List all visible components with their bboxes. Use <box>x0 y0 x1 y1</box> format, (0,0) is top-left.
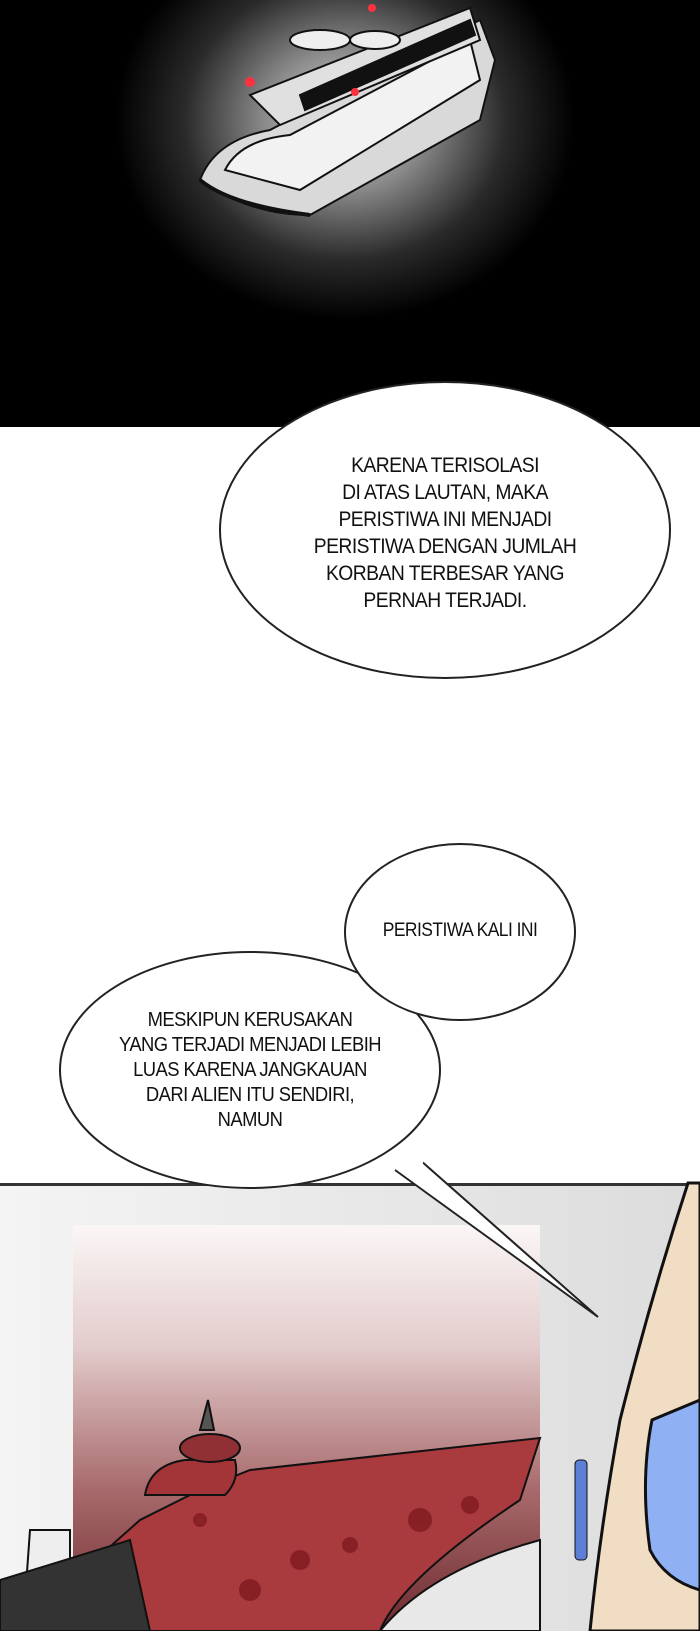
text-line: DI ATAS LAUTAN, MAKA <box>342 481 548 504</box>
text-line: YANG TERJADI MENJADI LEBIH <box>118 1034 382 1056</box>
speech-text-3 <box>57 1008 443 1133</box>
text-line: LUAS KARENA JANGKAUAN <box>133 1059 367 1081</box>
text-line: PERISTIWA KALI INI <box>382 920 538 941</box>
text-line: PERNAH TERJADI. <box>363 589 527 612</box>
text-line: MESKIPUN KERUSAKAN <box>147 1009 353 1031</box>
text-line: KORBAN TERBESAR YANG <box>325 562 565 585</box>
speech-bubble-tail <box>395 1160 598 1317</box>
text-line: DARI ALIEN ITU SENDIRI, <box>145 1084 355 1106</box>
text-line: NAMUN <box>217 1109 283 1131</box>
text-line: PERISTIWA INI MENJADI <box>338 508 552 531</box>
text-line: PERISTIWA DENGAN JUMLAH <box>313 535 577 558</box>
speech-text-1 <box>238 452 652 614</box>
text-line: KARENA TERISOLASI <box>351 454 539 477</box>
speech-text-2 <box>354 917 566 944</box>
